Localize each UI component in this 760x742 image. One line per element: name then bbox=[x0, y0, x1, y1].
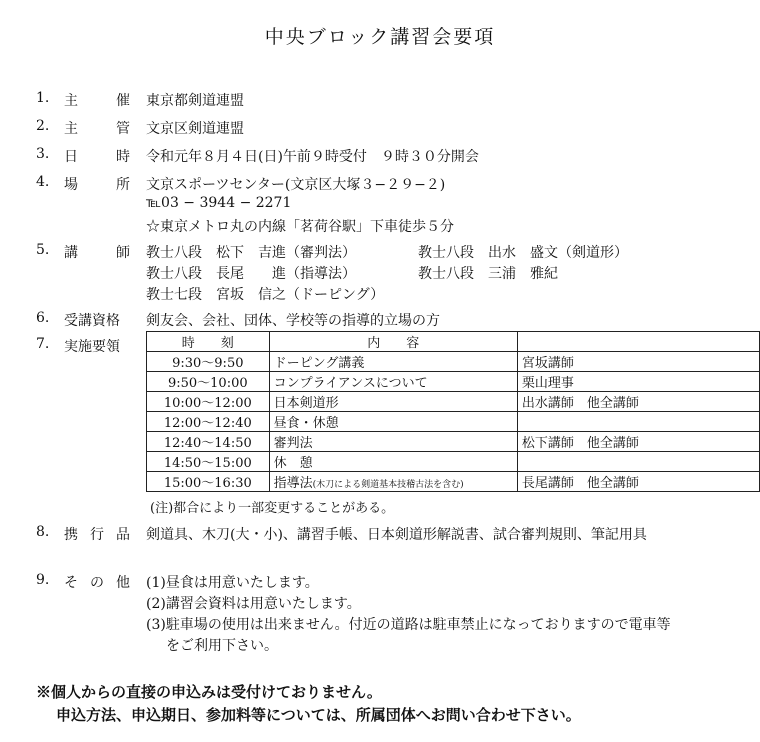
venue-line: 文京スポーツセンター(文京区大塚３−２９−２) bbox=[146, 177, 446, 193]
item-number: 8. bbox=[36, 524, 50, 540]
item-label: 受講資格 bbox=[64, 313, 120, 329]
schedule-time: 14:50〜15:00 bbox=[147, 452, 270, 472]
schedule-time: 15:00〜16:30 bbox=[147, 472, 270, 492]
schedule-header-row bbox=[147, 332, 760, 352]
item-label: 携 行 品 bbox=[64, 527, 130, 543]
lecturer-entry: 教士七段 宮坂 信之（ドーピング） bbox=[146, 287, 385, 303]
footer-inquiry: 申込方法、申込期日、参加料等については、所属団体へお問い合わせ下さい。 bbox=[56, 706, 581, 724]
schedule-row bbox=[147, 352, 760, 372]
schedule-row bbox=[147, 472, 760, 492]
schedule-row bbox=[147, 432, 760, 452]
schedule-table bbox=[146, 331, 760, 492]
item-number: 4. bbox=[36, 174, 50, 190]
schedule-content-note: (木刀による剣道基本技稽古法を含む) bbox=[312, 480, 464, 490]
manager-value: 文京区剣道連盟 bbox=[146, 121, 244, 137]
item-number: 1. bbox=[36, 90, 50, 106]
page-title: 中央ブロック講習会要項 bbox=[264, 26, 496, 48]
schedule-lecturer: 栗山理事 bbox=[517, 372, 759, 392]
schedule-lecturer bbox=[517, 412, 759, 432]
item-label: 主 管 bbox=[64, 121, 130, 137]
belongings-value: 剣道具、木刀(大・小)、講習手帳、日本剣道形解説書、試合審判規則、筆記用具 bbox=[146, 527, 647, 543]
schedule-content: コンプライアンスについて bbox=[269, 372, 517, 392]
item-number: 6. bbox=[36, 310, 50, 326]
schedule-time: 9:50〜10:00 bbox=[147, 372, 270, 392]
item-number: 3. bbox=[36, 146, 50, 162]
schedule-time: 9:30〜9:50 bbox=[147, 352, 270, 372]
schedule-row bbox=[147, 452, 760, 472]
lecturer-entry: 教士八段 長尾 進（指導法） bbox=[146, 266, 356, 282]
eligibility-value: 剣友会、会社、団体、学校等の指導的立場の方 bbox=[146, 313, 440, 329]
item-label: 日 時 bbox=[64, 149, 130, 165]
item-label: 場 所 bbox=[64, 177, 130, 193]
schedule-row bbox=[147, 372, 760, 392]
schedule-time: 12:40〜14:50 bbox=[147, 432, 270, 452]
item-label: 講 師 bbox=[64, 245, 130, 261]
other-line: (1)昼食は用意いたします。 bbox=[146, 575, 319, 591]
schedule-lecturer: 宮坂講師 bbox=[517, 352, 759, 372]
organizer-value: 東京都剣道連盟 bbox=[146, 93, 244, 109]
item-number: 9. bbox=[36, 572, 50, 588]
lecturer-entry: 教士八段 三浦 雅紀 bbox=[418, 266, 558, 282]
schedule-content: 審判法 bbox=[269, 432, 517, 452]
schedule-content bbox=[269, 472, 517, 492]
schedule-lecturer: 長尾講師 他全講師 bbox=[517, 472, 759, 492]
item-label: そ の 他 bbox=[64, 575, 130, 591]
schedule-lecturer bbox=[517, 452, 759, 472]
lecturer-entry: 教士八段 出水 盛文（剣道形） bbox=[418, 245, 628, 261]
schedule-time: 10:00〜12:00 bbox=[147, 392, 270, 412]
schedule-note: (注)都合により一部変更することがある。 bbox=[150, 501, 395, 516]
venue-access: ☆東京メトロ丸の内線「茗荷谷駅」下車徒歩５分 bbox=[146, 219, 454, 235]
item-number: 7. bbox=[36, 336, 50, 352]
header-content: 内 容 bbox=[269, 332, 517, 352]
other-line: をご利用下さい。 bbox=[166, 638, 278, 654]
schedule-lecturer: 松下講師 他全講師 bbox=[517, 432, 759, 452]
schedule-content: 昼食・休憩 bbox=[269, 412, 517, 432]
item-number: 5. bbox=[36, 242, 50, 258]
schedule-content: ドーピング講義 bbox=[269, 352, 517, 372]
other-line: (2)講習会資料は用意いたします。 bbox=[146, 596, 361, 612]
schedule-content: 日本剣道形 bbox=[269, 392, 517, 412]
schedule-row bbox=[147, 412, 760, 432]
item-label: 実施要領 bbox=[64, 339, 120, 355]
item-label: 主 催 bbox=[64, 93, 130, 109]
schedule-content-main: 指導法 bbox=[273, 476, 313, 491]
schedule-lecturer: 出水講師 他全講師 bbox=[517, 392, 759, 412]
schedule-row bbox=[147, 392, 760, 412]
header-time: 時 刻 bbox=[147, 332, 270, 352]
other-line: (3)駐車場の使用は出来ません。付近の道路は駐車禁止になっておりますので電車等 bbox=[146, 617, 671, 633]
venue-phone: ℡03 − 3944 − 2271 bbox=[146, 195, 292, 211]
schedule-content: 休 憩 bbox=[269, 452, 517, 472]
item-number: 2. bbox=[36, 118, 50, 134]
schedule-time: 12:00〜12:40 bbox=[147, 412, 270, 432]
header-lecturer bbox=[517, 332, 759, 352]
footer-notice: ※個人からの直接の申込みは受付けておりません。 bbox=[36, 683, 382, 701]
lecturer-entry: 教士八段 松下 吉進（審判法） bbox=[146, 245, 356, 261]
date-value: 令和元年８月４日(日)午前９時受付 ９時３０分開会 bbox=[146, 149, 479, 165]
